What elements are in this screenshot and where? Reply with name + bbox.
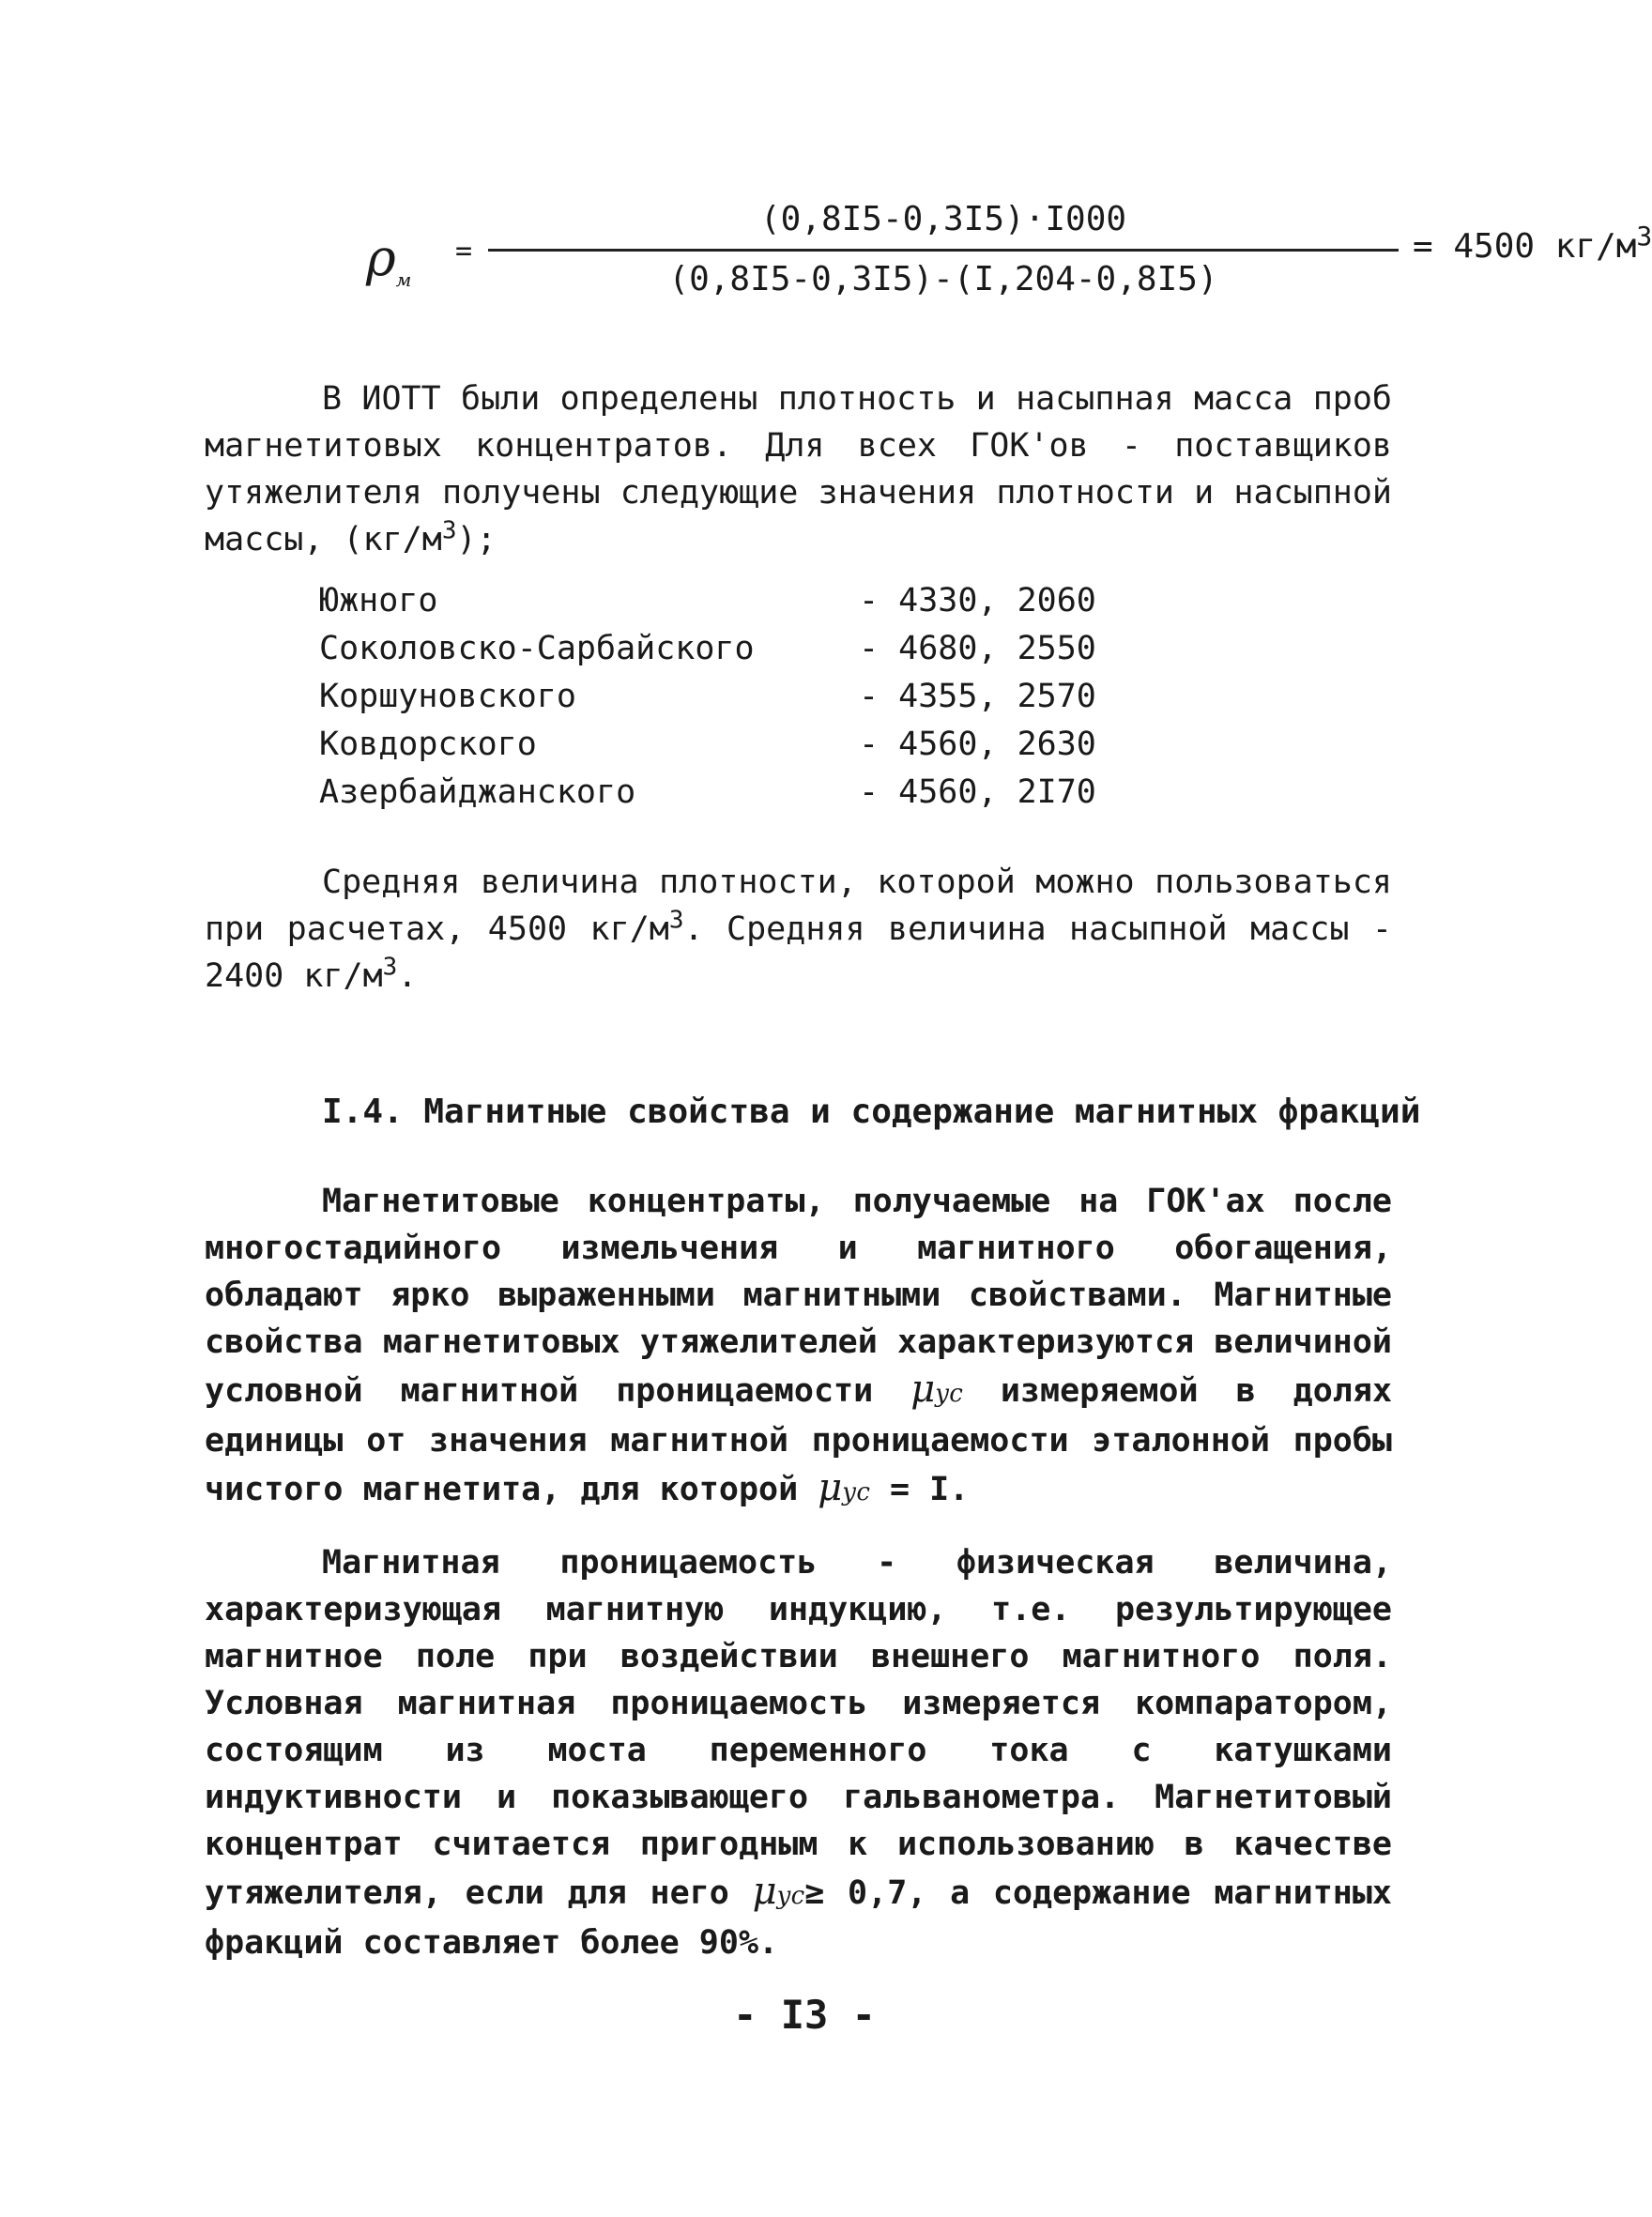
density-formula <box>366 192 1652 314</box>
page-number: - I3 - <box>733 1992 876 2038</box>
plant-name: Южного <box>319 582 438 619</box>
fraction-bar <box>488 249 1399 252</box>
table-row <box>319 577 1164 625</box>
table-row <box>319 769 1164 817</box>
plant-values: - 4560, 2I70 <box>859 773 1096 811</box>
plant-values: - 4560, 2630 <box>859 726 1096 763</box>
formula-result: = 4500 $кг/м^3$ <box>1413 221 1652 266</box>
equals-sign: = <box>455 235 473 268</box>
mu-symbol: μус <box>752 1870 805 1913</box>
mu-symbol: μус <box>910 1368 963 1411</box>
table-row <box>319 721 1164 769</box>
plant-values: - 4680, 2550 <box>859 630 1096 667</box>
denominator: (0,8I5-0,3I5)-(I,204-0,8I5) <box>668 260 1218 298</box>
paragraph-permeability: Магнитная проницаемость - физическая величина, характеризующая магнитную индукцию, т.е. результирующее магнитное поле при воздействии внешнего магнитного поля. Условная магнитная проницаемость измеряется компаратором, состоящим из моста переменного тока с катушками индуктивности и показывающего гальванометра. Магнетитовый концентрат считается пригодным к использованию в качестве утяжелителя, если для него μус≥ 0,7, а содержание магнитных фракций составляет более 90%. <box>205 1544 1392 1962</box>
numerator: (0,8I5-0,3I5)·I000 <box>759 200 1127 238</box>
table-row <box>319 673 1164 721</box>
plant-name: Соколовско-Сарбайского <box>319 630 755 667</box>
section-heading: I.4. Магнитные свойства и содержание магнитных фракций <box>322 1093 1421 1131</box>
paragraph-magnetic-properties: Магнетитовые концентраты, получаемые на ГОК'ах после многостадийного измельчения и магнитного обогащения, обладают ярко выраженными магнитными свойствами. Магнитные свойства магнетитовых утяжелителей характеризуются величиной условной магнитной проницаемости μус измеряемой в долях единицы от значения магнитной проницаемости эталонной пробы чистого магнетита, для которой μус = I. <box>205 1183 1393 1509</box>
rho-symbol: $\rho_м$ <box>366 228 412 291</box>
density-table <box>319 577 1164 817</box>
table-row <box>319 625 1164 673</box>
plant-name: Ковдорского <box>319 726 537 763</box>
plant-name: Азербайджанского <box>319 773 636 811</box>
paragraph-density-intro: В ИОТТ были определены плотность и насыпная масса проб магнетитовых концентратов. Для всех ГОК'ов - поставщиков утяжелителя получены следующие значения плотности и насыпной массы, $(кг/м^3)$; <box>205 380 1392 558</box>
paragraph-average-values: Средняя величина плотности, которой можно пользоваться при расчетах, 4500 $кг/м^3$. Средняя величина насыпной массы - 2400 $кг/м^3$. <box>205 864 1392 995</box>
mu-symbol: μус <box>818 1466 870 1509</box>
plant-values: - 4330, 2060 <box>859 582 1096 619</box>
plant-values: - 4355, 2570 <box>859 678 1096 715</box>
plant-name: Коршуновского <box>319 678 576 715</box>
